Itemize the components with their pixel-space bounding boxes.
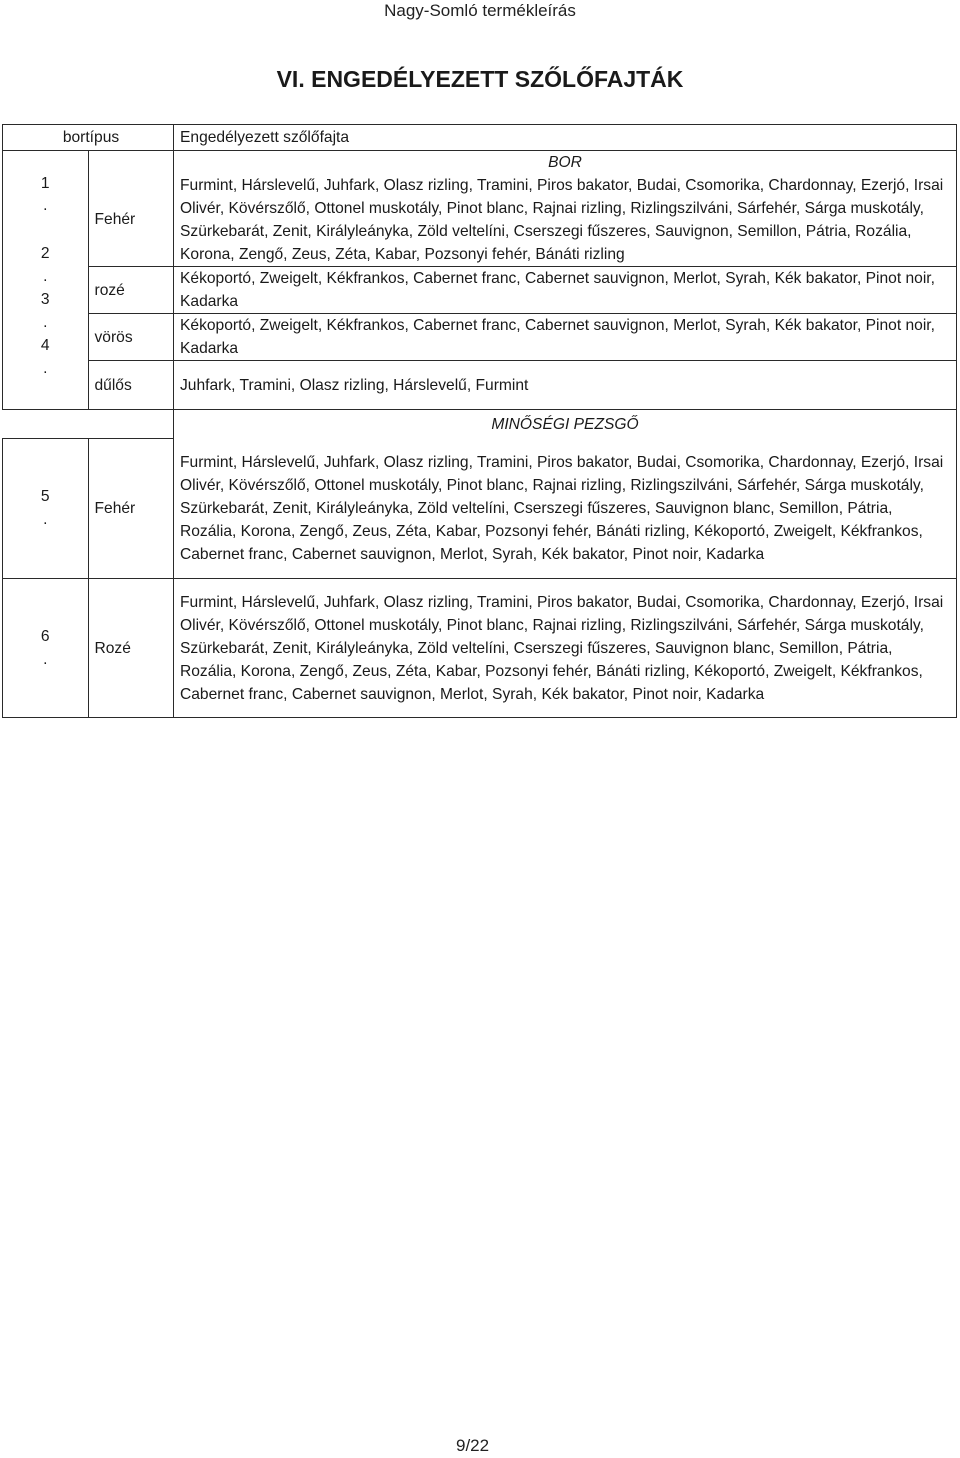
table-row xyxy=(3,314,957,361)
page-number: 9/22 xyxy=(456,1436,490,1455)
row-number-3-value: 3 . xyxy=(40,291,50,331)
row-type-4: dűlős xyxy=(88,361,174,410)
row-type-5: Fehér xyxy=(88,438,174,579)
row-number-5-cell xyxy=(3,438,89,579)
row-grapes-6: Furmint, Hárslevelű, Juhfark, Olasz rizling, Tramini, Piros bakator, Budai, Csomorika, Chardonnay, Ezerjó, Irsai Olivér, Kövérszőlő, Ottonel muskotály, Pinot blanc, Rajnai rizling, Rizlingszilváni, Sárfehér, Sárga muskotály, Szürkebarát, Zenit, Királyleányka, Zöld veltelíni, Cserszegi fűszeres, Sauvignon blanc, Semillon, Pátria, Rozália, Korona, Zengő, Zeus, Zéta, Kabar, Pozsonyi fehér, Bánáti rizling, Kékoportó, Zweigelt, Kékfrankos, Cabernet franc, Cabernet sauvignon, Merlot, Syrah, Kék bakator, Pinot noir, Kadarka xyxy=(174,579,957,718)
table-row xyxy=(3,579,957,718)
row-grapes-1: Furmint, Hárslevelű, Juhfark, Olasz rizling, Tramini, Piros bakator, Budai, Csomorika, Chardonnay, Ezerjó, Irsai Olivér, Kövérszőlő, Ottonel muskotály, Pinot blanc, Rajnai rizling, Rizlingszilváni, Sárfehér, Sárga muskotály, Szürkebarát, Zenit, Királyleányka, Zöld veltelíni, Cserszegi fűszeres, Sauvignon, Semillon, Pátria, Rozália, Korona, Zengő, Zeus, Zéta, Kabar, Pozsonyi fehér, Bánáti rizling xyxy=(174,174,957,267)
section-bor: BOR xyxy=(174,151,957,175)
row-number-5-value: 5 . xyxy=(40,488,50,529)
table-row xyxy=(3,151,957,175)
row-grapes-4: Juhfark, Tramini, Olasz rizling, Hárslevelű, Furmint xyxy=(174,361,957,410)
grape-varieties-table xyxy=(2,124,957,718)
row-type-6: Rozé xyxy=(88,579,174,718)
table-row xyxy=(3,361,957,410)
table-row xyxy=(3,410,957,439)
table-header-row xyxy=(3,125,957,151)
row-type-1: Fehér xyxy=(88,151,174,267)
row-number-1-text xyxy=(41,173,50,219)
row-number-1 xyxy=(3,151,89,410)
row-type-2: rozé xyxy=(88,267,174,314)
section-title: VI. ENGEDÉLYEZETT SZŐLŐFAJTÁK xyxy=(276,66,684,92)
row-number-1-value: 1 . xyxy=(40,175,50,214)
page-header: Nagy-Somló termékleírás xyxy=(384,1,576,20)
row-number-2-value: 2 . xyxy=(40,245,50,285)
row-type-3: vörös xyxy=(88,314,174,361)
col-header-szolofajta: Engedélyezett szőlőfajta xyxy=(174,125,957,151)
row-number-6-cell xyxy=(3,579,89,718)
col-header-bortipus: bortípus xyxy=(3,125,174,151)
row-number-5 xyxy=(3,410,89,439)
row-grapes-5: Furmint, Hárslevelű, Juhfark, Olasz rizling, Tramini, Piros bakator, Budai, Csomorika, Chardonnay, Ezerjó, Irsai Olivér, Kövérszőlő, Ottonel muskotály, Pinot blanc, Rajnai rizling, Rizlingszilváni, Sárfehér, Sárga muskotály, Szürkebarát, Zenit, Királyleányka, Zöld veltelíni, Cserszegi fűszeres, Sauvignon blanc, Semillon, Pátria, Rozália, Korona, Zengő, Zeus, Zéta, Kabar, Pozsonyi fehér, Bánáti rizling, Kékoportó, Zweigelt, Kékfrankos, Cabernet franc, Cabernet sauvignon, Merlot, Syrah, Kék bakator, Pinot noir, Kadarka xyxy=(174,438,957,579)
row-number-4-value: 4 . xyxy=(40,337,50,377)
table-row xyxy=(3,267,957,314)
table-row xyxy=(3,438,957,579)
row-type-empty xyxy=(88,410,174,439)
row-grapes-2: Kékoportó, Zweigelt, Kékfrankos, Cabernet franc, Cabernet sauvignon, Merlot, Syrah, Kék bakator, Pinot noir, Kadarka xyxy=(174,267,957,314)
section-pezsgo: MINŐSÉGI PEZSGŐ xyxy=(174,410,957,439)
row-grapes-3: Kékoportó, Zweigelt, Kékfrankos, Cabernet franc, Cabernet sauvignon, Merlot, Syrah, Kék bakator, Pinot noir, Kadarka xyxy=(174,314,957,361)
row-number-6-value: 6 . xyxy=(40,628,50,668)
